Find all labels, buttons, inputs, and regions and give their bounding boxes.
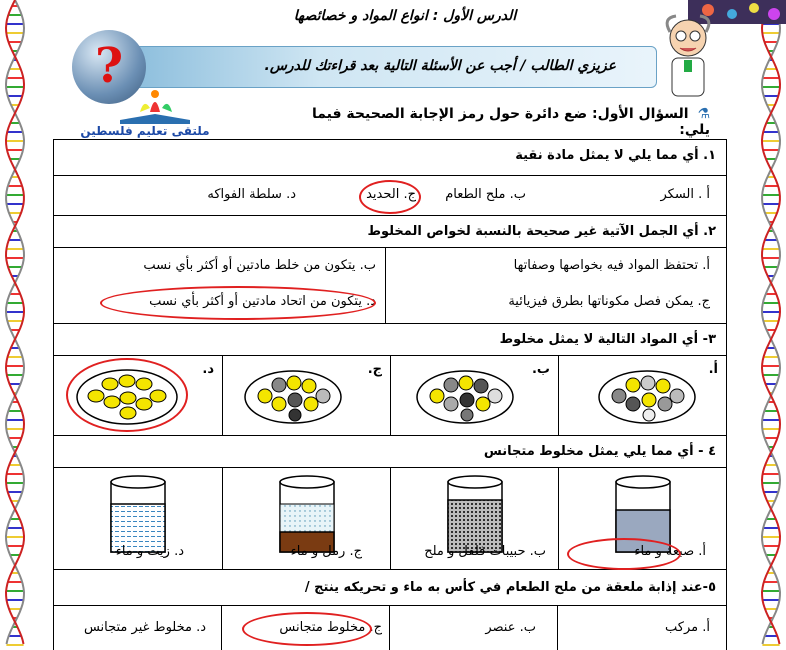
answer-circle <box>242 612 372 646</box>
q1-option-a[interactable]: أ . السكر <box>660 187 710 202</box>
question-5-title: ٥-عند إذابة ملعقة من ملح الطعام في كأس به ماء و تحريكه ينتج / <box>304 580 716 595</box>
q3-option-b: ب. <box>531 362 550 377</box>
q5-option-a[interactable]: أ. مركب <box>665 620 710 635</box>
answer-circle <box>100 286 376 320</box>
answer-circle <box>66 358 188 432</box>
flask-icon: ⚗ <box>697 106 710 122</box>
q5-option-b[interactable]: ب. عنصر <box>485 620 536 635</box>
mixture-plate-c-icon <box>243 368 343 426</box>
beaker-pepper-salt-icon <box>446 474 504 554</box>
q4-option-b: ب. حبيبات فلفل و ملح <box>424 544 546 559</box>
column-divider <box>389 606 390 650</box>
beaker-oil-water-icon <box>109 474 167 554</box>
question-1-options-row <box>54 176 726 216</box>
question-2-title-row <box>54 216 726 248</box>
q3-option-a: أ. <box>708 362 718 377</box>
q4-cell-a[interactable] <box>558 468 726 569</box>
q3-cell-c[interactable] <box>222 356 390 435</box>
question-4-title: ٤ - أي مما يلي يمثل مخلوط متجانس <box>483 444 716 459</box>
q1-option-b[interactable]: ب. ملح الطعام <box>445 187 526 202</box>
instruction-banner <box>95 46 657 88</box>
answer-circle <box>567 538 681 570</box>
question-1-title: ١. أي مما يلي لا يمثل مادة نقية <box>515 148 716 163</box>
question-mark-glyph: ? <box>94 38 124 94</box>
question-5-options-row <box>54 606 726 650</box>
scientist-icon <box>658 12 720 100</box>
question-1-title-row <box>54 140 726 176</box>
question-2-title: ٢. أي الجمل الآتية غير صحيحة بالنسبة لخواص المخلوط <box>367 224 716 239</box>
q4-option-a: أ. صبغة و ماء <box>634 544 706 559</box>
question-5-title-row <box>54 570 726 606</box>
q3-option-c: ج. <box>367 362 382 377</box>
q3-option-d: د. <box>202 362 214 377</box>
dna-border-left <box>2 0 28 647</box>
q2-option-b[interactable]: ب. يتكون من خلط مادتين أو أكثر بأي نسب <box>143 258 376 273</box>
beaker-sand-water-icon <box>278 474 336 554</box>
section-title <box>290 106 710 138</box>
logo-text: ملتقى تعليم فلسطين <box>80 124 210 138</box>
mixture-plate-b-icon <box>415 368 515 426</box>
q5-option-c[interactable]: ج. مخلوط متجانس <box>279 620 382 635</box>
column-divider <box>557 606 558 650</box>
column-divider <box>385 248 386 324</box>
q3-cell-d[interactable] <box>54 356 222 435</box>
q1-option-d[interactable]: د. سلطة الفواكه <box>207 187 296 202</box>
question-4-options-row <box>54 468 726 570</box>
q4-option-d: د. زيت و ماء <box>115 544 184 559</box>
question-3-options-row <box>54 356 726 436</box>
answer-circle <box>359 180 421 214</box>
q2-option-c[interactable]: ج. يمكن فصل مكوناتها بطرق فيزيائية <box>508 294 710 309</box>
q2-option-a[interactable]: أ. تحتفظ المواد فيه بخواصها وصفاتها <box>513 258 710 273</box>
q4-cell-d[interactable] <box>54 468 222 569</box>
section-title-text: السؤال الأول: ضع دائرة حول رمز الإجابة الصحيحة فيما يلي: <box>312 106 710 138</box>
q3-cell-b[interactable] <box>390 356 558 435</box>
question-table <box>53 139 727 650</box>
q4-cell-b[interactable] <box>390 468 558 569</box>
q1-option-c[interactable]: ج. الحديد <box>366 187 416 202</box>
q2-option-d[interactable]: د. يتكون من اتحاد مادتين أو أكثر بأي نسب <box>149 294 376 309</box>
dna-border-right <box>758 0 784 647</box>
banner-text: عزيزي الطالب / أجب عن الأسئلة التالية بعد قراءتك للدرس. <box>264 58 616 74</box>
q4-option-c: ج. رمل و ماء <box>290 544 362 559</box>
question-4-title-row <box>54 436 726 468</box>
q4-cell-c[interactable] <box>222 468 390 569</box>
column-divider <box>221 606 222 650</box>
question-3-title-row <box>54 324 726 356</box>
lesson-title: الدرس الأول : انواع المواد و خصائصها <box>293 8 517 24</box>
q5-option-d[interactable]: د. مخلوط غير متجانس <box>83 620 206 635</box>
q3-cell-a[interactable] <box>558 356 726 435</box>
question-3-title: ٣- أي المواد التالية لا يمثل مخلوط <box>499 332 716 347</box>
question-2-options-row <box>54 248 726 324</box>
mixture-plate-a-icon <box>597 368 697 426</box>
